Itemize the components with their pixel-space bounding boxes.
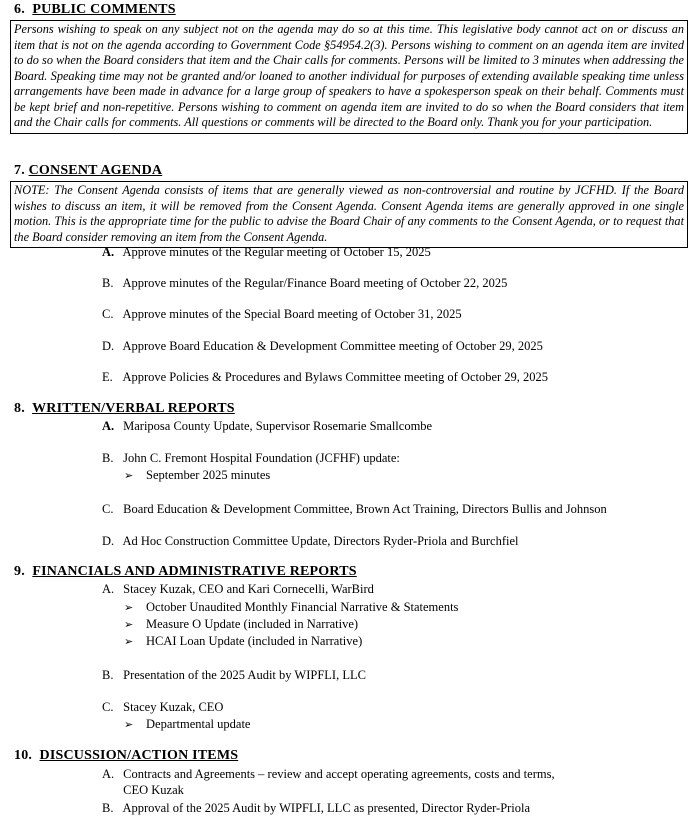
financial-item-a: A. Stacey Kuzak, CEO and Kari Cornecelli, WarBird xyxy=(102,582,374,596)
arrow-bullet-icon: ➢ xyxy=(124,601,134,614)
section-6-heading xyxy=(14,2,176,18)
discussion-item-a-continued: CEO Kuzak xyxy=(123,783,184,797)
report-b-bullet-1: ➢ September 2025 minutes xyxy=(124,468,271,482)
report-item-a: A. Mariposa County Update, Supervisor Rosemarie Smallcombe xyxy=(102,419,433,433)
section-6-number: 6. xyxy=(14,2,25,17)
financial-a-bullet-1: ➢ October Unaudited Monthly Financial Narrative & Statements xyxy=(124,600,459,614)
arrow-bullet-icon: ➢ xyxy=(124,718,134,731)
section-8-heading xyxy=(14,401,235,417)
consent-item-d: D. Approve Board Education & Development Committee meeting of October 29, 2025 xyxy=(102,339,543,353)
report-item-d: D. Ad Hoc Construction Committee Update, Directors Ryder-Priola and Burchfiel xyxy=(102,534,519,548)
section-8-number: 8. xyxy=(14,401,25,416)
discussion-item-a: A. Contracts and Agreements – review and accept operating agreements, costs and terms, xyxy=(102,767,555,781)
section-6-title: PUBLIC COMMENTS xyxy=(32,2,176,17)
financial-a-bullet-2: ➢ Measure O Update (included in Narrative) xyxy=(124,617,359,631)
section-10-number: 10. xyxy=(14,748,33,763)
report-item-b: B. John C. Fremont Hospital Foundation (JCFHF) update: xyxy=(102,451,400,465)
public-comments-notice: Persons wishing to speak on any subject not on the agenda may do so at this time. This legislative body cannot act on or discuss an item that is not on the agenda according to Government Code §54954.2(3). Persons wishing to comment on an agenda item are invited to do so when the Board considers that item and the Chair calls for comments. Persons will be limited to 3 minutes when addressing the Board. Speaking time may not be granted and/or loaned to another individual for purposes of extending available speaking time unless arrangements have been made in advance for a large group of speakers to have a spokesperson speak on their behalf. Comments must be kept brief and non-repetitive. Persons wishing to comment on agenda item are invited to do so when the Board considers that item and the Chair calls for comments. All questions or comments will be directed to the Board only. Thank you for your participation. xyxy=(10,20,688,134)
consent-item-b: B. Approve minutes of the Regular/Finance Board meeting of October 22, 2025 xyxy=(102,276,508,290)
financial-item-c: C. Stacey Kuzak, CEO xyxy=(102,700,224,714)
section-8-title: WRITTEN/VERBAL REPORTS xyxy=(32,401,235,416)
financial-item-b: B. Presentation of the 2025 Audit by WIPFLI, LLC xyxy=(102,668,366,682)
consent-item-c: C. Approve minutes of the Special Board meeting of October 31, 2025 xyxy=(102,307,462,321)
consent-agenda-notice: NOTE: The Consent Agenda consists of items that are generally viewed as non-controversial and routine by JCFHD. If the Board wishes to discuss an item, it will be removed from the Consent Agenda. Consent Agenda items are generally approved in one single motion. This is the appropriate time for the public to advise the Board Chair of any comments to the Consent Agenda, or to request that the Board consider removing an item from the Consent Agenda. xyxy=(10,181,688,248)
discussion-item-b: B. Approval of the 2025 Audit by WIPFLI, LLC as presented, Director Ryder-Priola xyxy=(102,801,531,815)
report-item-c: C. Board Education & Development Committee, Brown Act Training, Directors Bullis and Johnson xyxy=(102,502,607,516)
section-7-heading xyxy=(14,163,162,179)
section-9-heading xyxy=(14,564,357,580)
financial-a-bullet-3: ➢ HCAI Loan Update (included in Narrative) xyxy=(124,634,363,648)
arrow-bullet-icon: ➢ xyxy=(124,469,134,482)
section-9-title: FINANCIALS AND ADMINISTRATIVE REPORTS xyxy=(32,564,357,579)
consent-item-e: E. Approve Policies & Procedures and Bylaws Committee meeting of October 29, 2025 xyxy=(102,370,549,384)
arrow-bullet-icon: ➢ xyxy=(124,618,134,631)
section-7-number: 7. xyxy=(14,163,25,178)
section-9-number: 9. xyxy=(14,564,25,579)
financial-c-bullet-1: ➢ Departmental update xyxy=(124,717,251,731)
arrow-bullet-icon: ➢ xyxy=(124,635,134,648)
consent-item-a: A. Approve minutes of the Regular meeting of October 15, 2025 xyxy=(102,245,431,259)
section-10-heading xyxy=(14,748,238,764)
section-7-title: CONSENT AGENDA xyxy=(28,163,163,178)
section-10-title: DISCUSSION/ACTION ITEMS xyxy=(39,748,239,763)
